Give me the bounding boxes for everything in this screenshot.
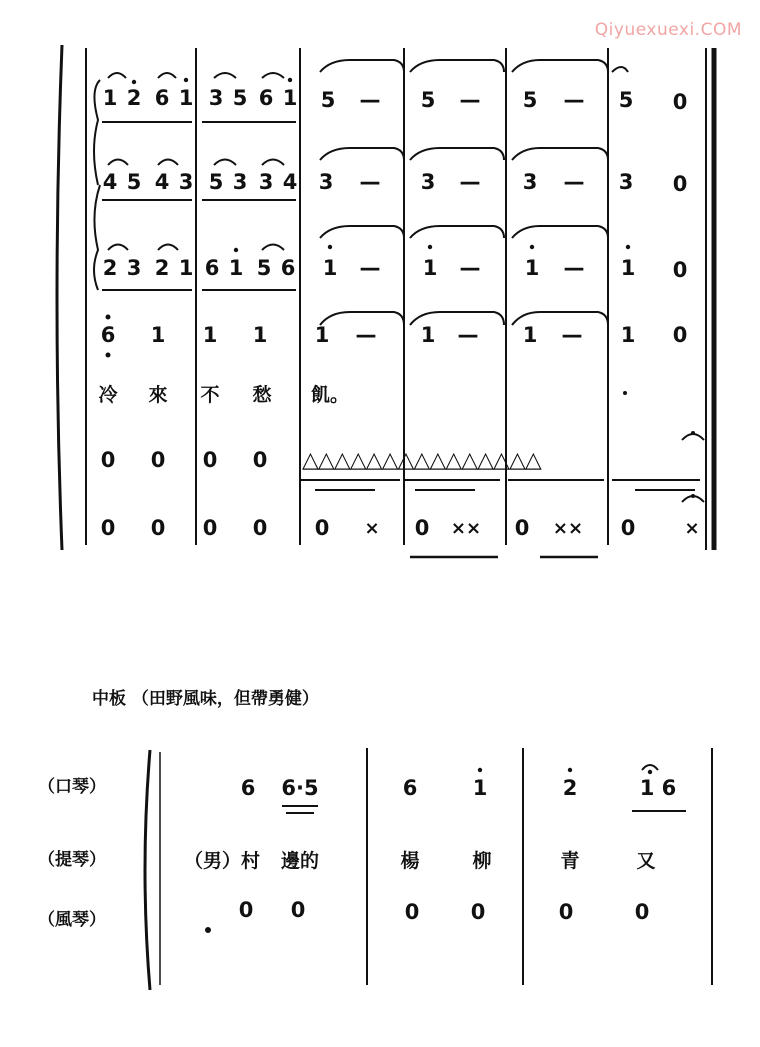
note: 1 (150, 323, 166, 347)
cross: ×× (450, 518, 482, 539)
lyric: 冷 (98, 384, 118, 406)
lyric: 飢。 (310, 384, 350, 406)
note: 2 (102, 256, 118, 280)
note: 1 (178, 256, 194, 280)
rest: 0 (238, 898, 254, 922)
dash: — (459, 170, 481, 194)
note: 3 (258, 170, 274, 194)
percussion-triangles: △△△△△△△△△△△△△△△ (302, 448, 541, 473)
lyric: 楊 (400, 850, 420, 872)
lyric: 青 (560, 850, 580, 872)
dash: — (355, 323, 377, 347)
note: 1 (282, 86, 298, 110)
rest: 0 (558, 900, 574, 924)
rest: 0 (514, 516, 530, 540)
rest: 0 (252, 516, 268, 540)
rest: 0 (252, 448, 268, 472)
dash: — (561, 323, 583, 347)
note: 6·5 (281, 776, 319, 800)
note: 5 (618, 88, 634, 112)
cross: × (684, 518, 700, 539)
note: 1 (522, 323, 538, 347)
note: 5 (420, 88, 436, 112)
cross: ×× (552, 518, 584, 539)
note: 1 (314, 323, 330, 347)
note: 2 (562, 776, 578, 800)
rest: 0 (470, 900, 486, 924)
note: 1 (322, 256, 338, 280)
note: 2 (126, 86, 142, 110)
note: 5 (320, 88, 336, 112)
tempo-marking: 中板 （田野風味，但帶勇健） (92, 689, 319, 709)
note: 6 (240, 776, 256, 800)
rest: 0 (202, 516, 218, 540)
note: 3 (126, 256, 142, 280)
note: 3 (178, 170, 194, 194)
dash: — (563, 256, 585, 280)
note: 1 (202, 323, 218, 347)
note: 1 (420, 323, 436, 347)
note: 1 (102, 86, 118, 110)
cross: × (364, 518, 380, 539)
rest: 0 (672, 90, 688, 114)
lyric: 不 (200, 384, 220, 406)
rest: 0 (672, 258, 688, 282)
rest: 0 (414, 516, 430, 540)
note: 4 (282, 170, 298, 194)
lyric: 邊的 (280, 850, 320, 872)
dash: — (563, 170, 585, 194)
rest: 0 (150, 448, 166, 472)
note: 3 (522, 170, 538, 194)
note: 1 (620, 256, 636, 280)
rest: 0 (672, 323, 688, 347)
note: 5 (522, 88, 538, 112)
rest: 0 (620, 516, 636, 540)
rest: 0 (404, 900, 420, 924)
lyric: 愁 (252, 384, 272, 406)
dash: — (563, 88, 585, 112)
note: 1 (524, 256, 540, 280)
dash: — (359, 170, 381, 194)
note: 1 (228, 256, 244, 280)
note: 5 (126, 170, 142, 194)
dash: — (459, 256, 481, 280)
note: 5 (208, 170, 224, 194)
note: 1 (422, 256, 438, 280)
note: 6 (154, 86, 170, 110)
lyric: 來 (148, 384, 168, 406)
rest: 0 (314, 516, 330, 540)
note: 4 (102, 170, 118, 194)
note: 6 (258, 86, 274, 110)
note: 1 (472, 776, 488, 800)
dash: — (359, 256, 381, 280)
note: 6 (204, 256, 220, 280)
note: 5 (256, 256, 272, 280)
rest: 0 (100, 448, 116, 472)
instrument-label: （口琴） (38, 777, 106, 797)
note: 6 (402, 776, 418, 800)
note: 4 (154, 170, 170, 194)
note: 3 (318, 170, 334, 194)
instrument-label: （風琴） (38, 910, 106, 930)
lyric: 柳 (472, 850, 492, 872)
note: 5 (232, 86, 248, 110)
rest: 0 (150, 516, 166, 540)
rest: 0 (634, 900, 650, 924)
watermark: Qiyuexuexi.COM (594, 20, 742, 40)
lyric: （男）村 (183, 850, 261, 872)
rest: 0 (100, 516, 116, 540)
rest: 0 (672, 172, 688, 196)
dash: — (457, 323, 479, 347)
rest: 0 (290, 898, 306, 922)
dash: — (359, 88, 381, 112)
note: 3 (618, 170, 634, 194)
note: 3 (208, 86, 224, 110)
note: 2 (154, 256, 170, 280)
note: 3 (420, 170, 436, 194)
note: 1 (620, 323, 636, 347)
note: 3 (232, 170, 248, 194)
rest: 0 (202, 448, 218, 472)
note: 6 (100, 323, 116, 347)
note: 1 6 (639, 776, 677, 800)
note: 1 (178, 86, 194, 110)
dash: — (459, 88, 481, 112)
note: 1 (252, 323, 268, 347)
instrument-label: （提琴） (38, 850, 106, 870)
note: 6 (280, 256, 296, 280)
lyric: 又 (636, 850, 656, 872)
